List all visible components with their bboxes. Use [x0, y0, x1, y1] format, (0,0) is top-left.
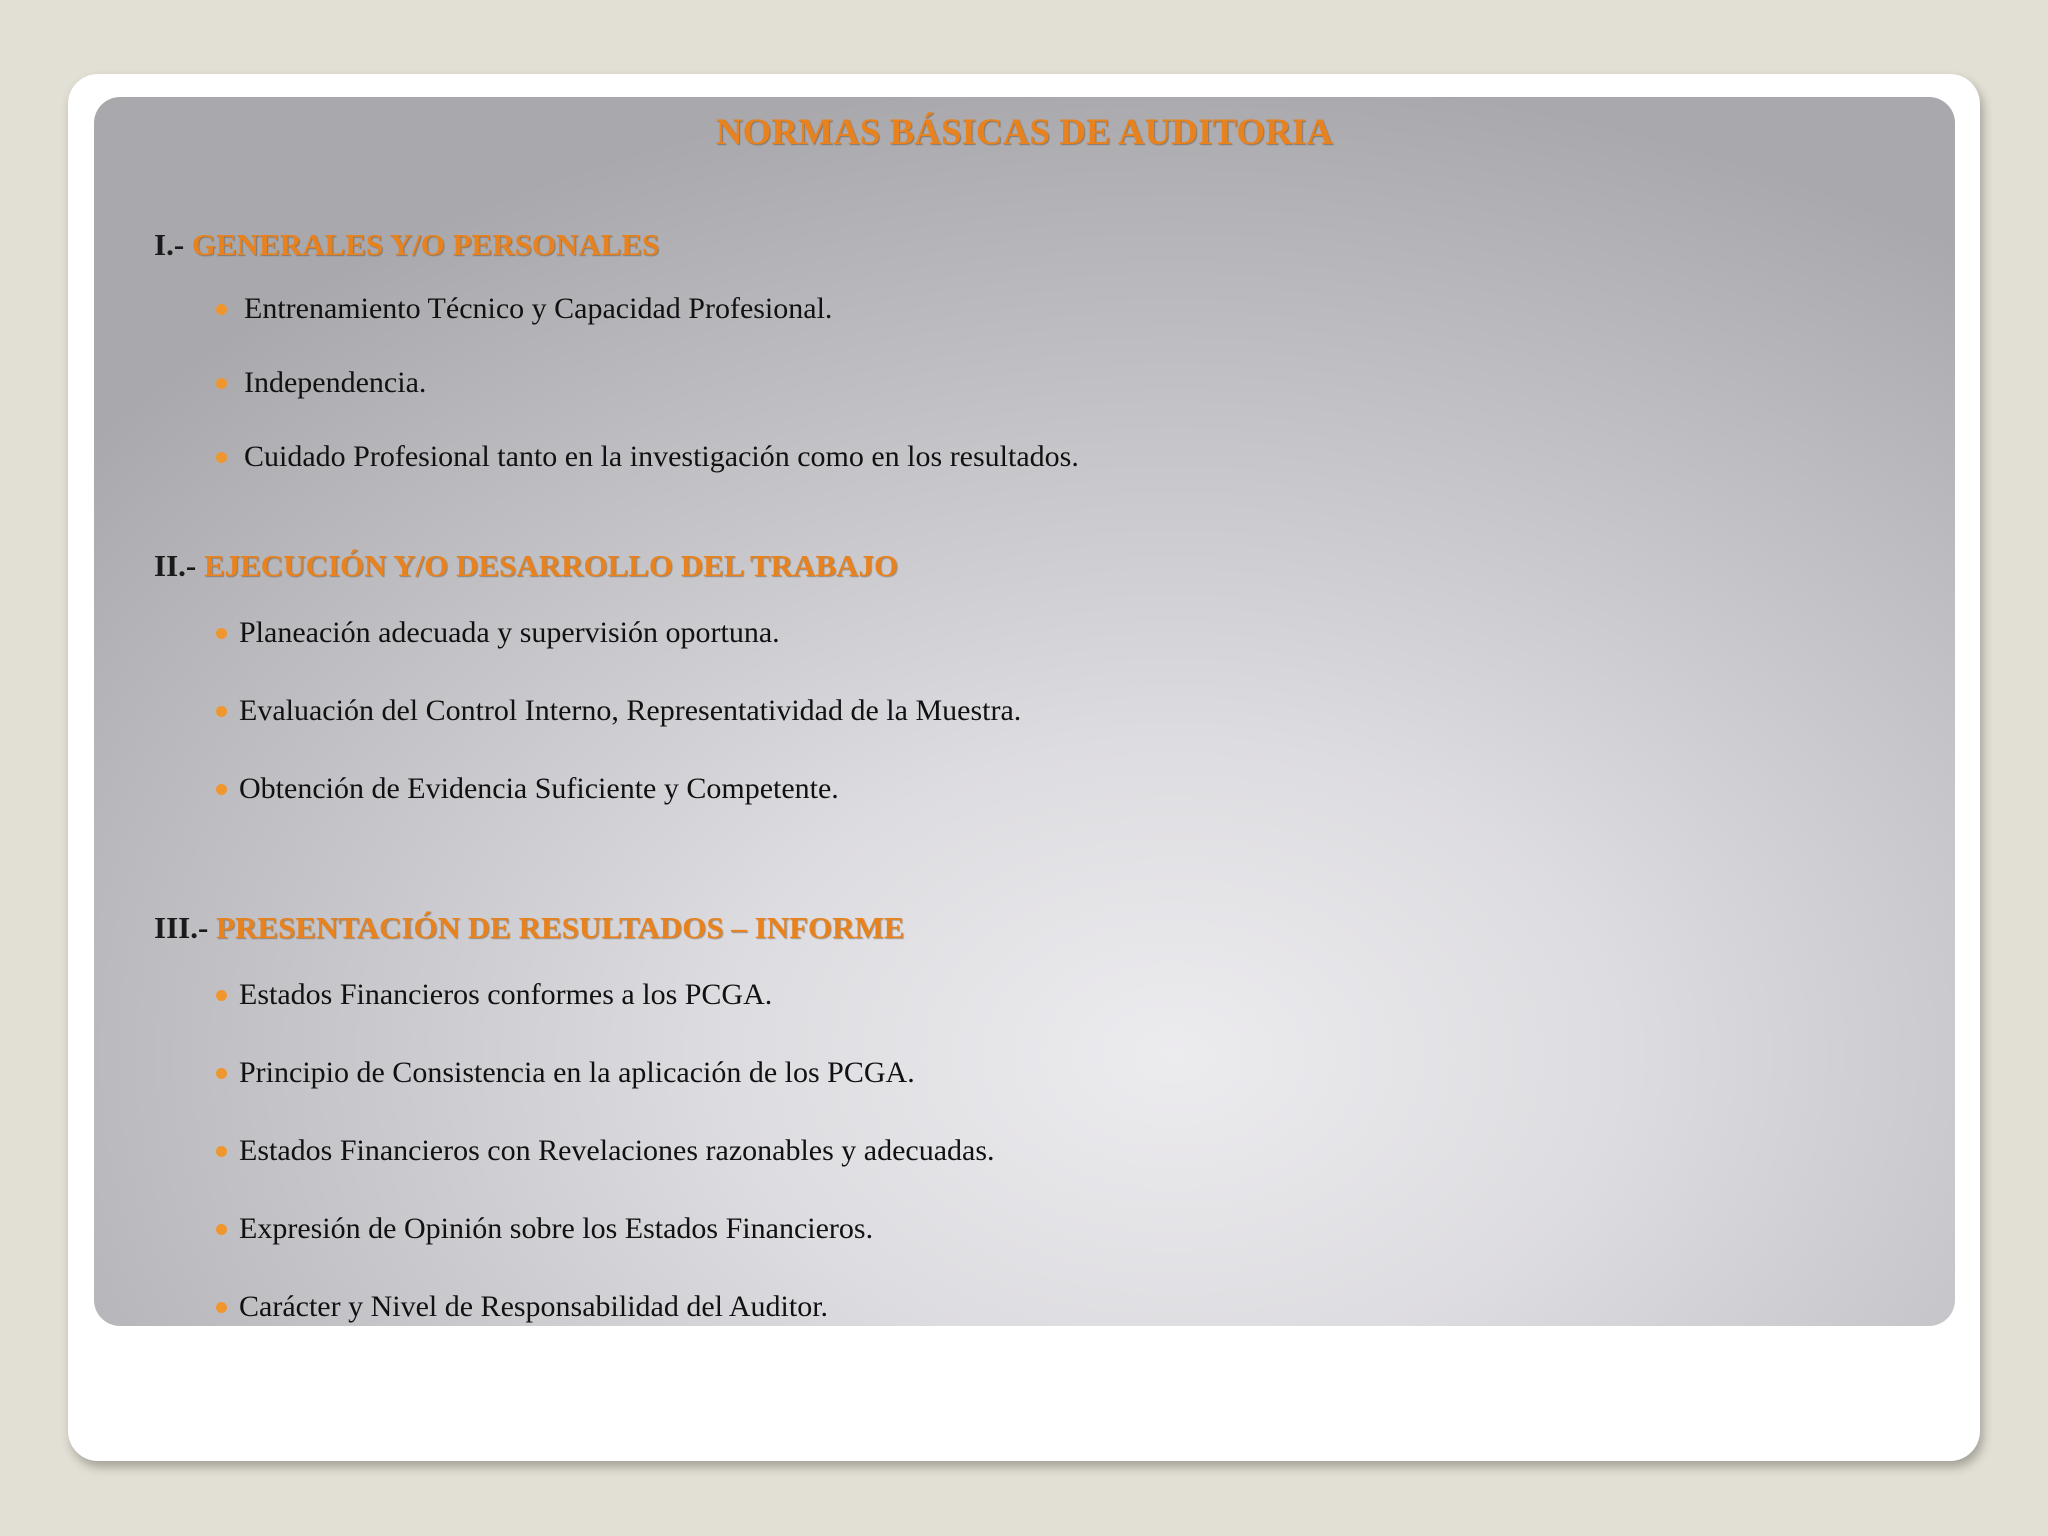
bullet-icon: [216, 304, 227, 315]
list-item-text: Estados Financieros conformes a los PCGA.: [239, 978, 773, 1011]
bullet-icon: [216, 378, 227, 389]
list-item: [216, 439, 1079, 475]
bullet-icon: [216, 452, 227, 463]
section-title: PRESENTACIÓN DE RESULTADOS – INFORME: [216, 910, 905, 945]
list-item: [216, 771, 839, 807]
list-item: [216, 693, 1021, 729]
list-item-text: Carácter y Nivel de Responsabilidad del Auditor.: [239, 1290, 829, 1323]
list-item-text: Entrenamiento Técnico y Capacidad Profesional.: [244, 292, 833, 325]
list-item: [216, 977, 772, 1013]
content-panel: [94, 97, 1955, 1326]
section-title: GENERALES Y/O PERSONALES: [191, 227, 660, 262]
section-number: II.-: [154, 548, 197, 583]
list-item-text: Estados Financieros con Revelaciones razonables y adecuadas.: [239, 1134, 995, 1167]
list-item: [216, 365, 426, 401]
list-item-text: Independencia.: [244, 366, 427, 399]
list-item: [216, 1055, 915, 1091]
list-item: [216, 1133, 995, 1169]
list-item-text: Principio de Consistencia en la aplicación de los PCGA.: [239, 1056, 915, 1089]
list-item-text: Planeación adecuada y supervisión oportuna.: [239, 616, 780, 649]
list-item: [216, 1211, 873, 1247]
list-item-text: Evaluación del Control Interno, Representatividad de la Muestra.: [239, 694, 1022, 727]
list-item-text: Cuidado Profesional tanto en la investigación como en los resultados.: [244, 440, 1079, 473]
section-heading-2: [154, 547, 898, 584]
section-number: I.-: [154, 227, 185, 262]
bullet-icon: [216, 1224, 227, 1235]
section-title: EJECUCIÓN Y/O DESARROLLO DEL TRABAJO: [203, 548, 899, 583]
bullet-icon: [216, 1068, 227, 1079]
section-heading-1: [154, 226, 659, 263]
bullet-icon: [216, 1302, 227, 1313]
list-item: [216, 615, 780, 651]
list-item: [216, 291, 832, 327]
bullet-icon: [216, 628, 227, 639]
bullet-icon: [216, 1146, 227, 1157]
bullet-icon: [216, 784, 227, 795]
list-item-text: Obtención de Evidencia Suficiente y Competente.: [239, 772, 839, 805]
bullet-icon: [216, 990, 227, 1001]
list-item-text: Expresión de Opinión sobre los Estados Financieros.: [239, 1212, 874, 1245]
section-heading-3: [154, 909, 904, 946]
bullet-icon: [216, 706, 227, 717]
slide-title: NORMAS BÁSICAS DE AUDITORIA: [715, 112, 1334, 153]
section-number: III.-: [154, 910, 209, 945]
list-item: [216, 1289, 828, 1325]
